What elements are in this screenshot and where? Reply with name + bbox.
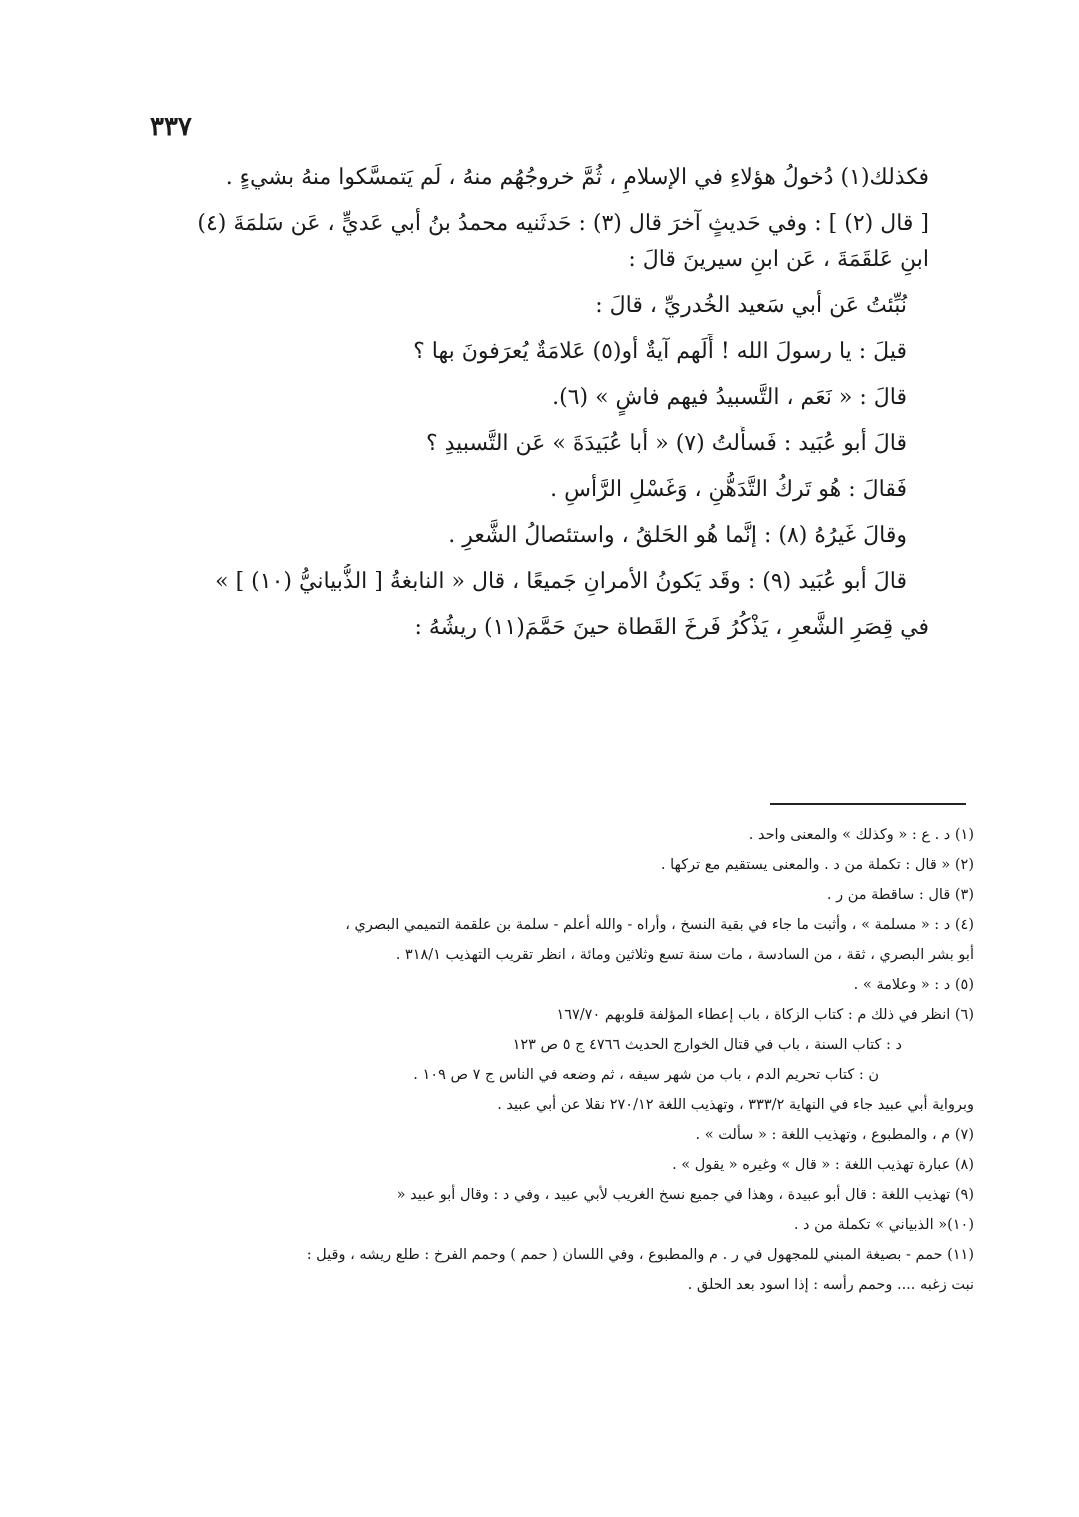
footnote: (٨) عبارة تهذيب اللغة : « قال » وغيره « يقول » .	[672, 1157, 974, 1173]
footnote: (٧) م ، والمطبوع ، وتهذيب اللغة : « سألت » .	[695, 1127, 974, 1143]
footnote: (٤) د : « مسلمة » ، وأثبت ما جاء في بقية النسخ ، وأراه - والله أعلم - سلمة بن علقمة التميمي البصري ،	[345, 917, 974, 933]
body-line: قالَ : « نَعَم ، التَّسبيدُ فيهم فاشٍ » (٦).	[552, 385, 907, 410]
footnote-divider	[770, 803, 966, 805]
footnote: (٢) « قال : تكملة من د . والمعنى يستقيم مع تركها .	[660, 857, 974, 873]
footnote: (٦) انظر في ذلك م : كتاب الزكاة ، باب إعطاء المؤلفة قلوبهم ١٦٧/٧٠	[556, 1007, 974, 1023]
body-line: في قِصَرِ الشَّعرِ ، يَذْكُرُ فَرخَ القَطاة حينَ حَمَّمَ(١١) ريشُهُ :	[414, 615, 929, 640]
footnote-continuation: وبرواية أبي عبيد جاء في النهاية ٣٣٣/٢ ، وتهذيب اللغة ٢٧٠/١٢ نقلا عن أبي عبيد .	[497, 1097, 974, 1113]
footnote-continuation: أبو بشر البصري ، ثقة ، من السادسة ، مات سنة تسع وثلاثين ومائة ، انظر تقريب التهذيب ٣١٨/١ .	[395, 947, 974, 963]
footnotes	[160, 820, 974, 1300]
body-line: قالَ أبو عُبَيد : فَسأَلتُ (٧) « أبا عُبَيدَةَ » عَن التَّسبيدِ ؟	[425, 431, 907, 456]
body-line: [ قال (٢) ] : وفي حَديثٍ آخرَ قال (٣) : حَدثَنيه محمدُ بنُ أبي عَديٍّ ، عَن سَلمَةَ (٤)	[197, 211, 929, 236]
footnote: (٥) د : « وعلامة » .	[853, 977, 974, 993]
footnote: (١١) حمم - بصيغة المبني للمجهول في ر . م والمطبوع ، وفي اللسان ( حمم ) وحمم الفرخ : طلع ريشه ، وقيل :	[306, 1247, 974, 1263]
footnote: (٣) قال : ساقطة من ر .	[826, 887, 974, 903]
body-line: قالَ أبو عُبَيد (٩) : وقَد يَكونُ الأمرانِ جَميعًا ، قال « النابغةُ [ الذُّبيانيُّ (١٠) ] »	[215, 569, 907, 594]
body-line: فَقالَ : هُو تَركُ التَّدَهُّنِ ، وَغَسْلِ الرَّأسِ .	[550, 477, 907, 502]
footnote: (٩) تهذيب اللغة : قال أبو عبيدة ، وهذا في جميع نسخ الغريب لأبي عبيد ، وفي د : وقال أبو عبيد «	[396, 1187, 974, 1203]
body-line: نُبِّئتُ عَن أبي سَعيد الخُدريِّ ، قالَ :	[595, 293, 907, 318]
main-text	[150, 160, 929, 646]
footnote: (١) د . ع : « وكذلك » والمعنى واحد .	[748, 827, 974, 843]
footnote-continuation: نبت زغبه .... وحمم رأسه : إذا اسود بعد الحلق .	[687, 1277, 974, 1293]
page-number: ٣٣٧	[150, 112, 192, 142]
footnote-subentry: د : كتاب السنة ، باب في قتال الخوارج الحديث ٤٧٦٦ ج ٥ ص ١٢٣	[512, 1037, 902, 1053]
body-line: وقالَ غَيرُهُ (٨) : إنَّما هُو الحَلقُ ، واستئصالُ الشَّعرِ .	[448, 523, 907, 548]
body-line: فكذلك(١) دُخولُ هؤلاءِ في الإسلامِ ، ثُمَّ خروجُهُم منهُ ، لَم يَتمسَّكوا منهُ بشيءٍ .	[225, 165, 929, 190]
footnote: (١٠)« الذبياني » تكملة من د .	[793, 1217, 974, 1233]
footnote-subentry: ن : كتاب تحريم الدم ، باب من شهر سيفه ، ثم وضعه في الناس ج ٧ ص ١٠٩ .	[413, 1067, 879, 1083]
body-line: ابنِ عَلقَمَةَ ، عَن ابنِ سيرينَ قالَ :	[628, 247, 929, 272]
body-line: قيلَ : يا رسولَ الله ! أَلَهم آيةٌ أو(٥) عَلامَةٌ يُعرَفونَ بها ؟	[413, 339, 907, 364]
